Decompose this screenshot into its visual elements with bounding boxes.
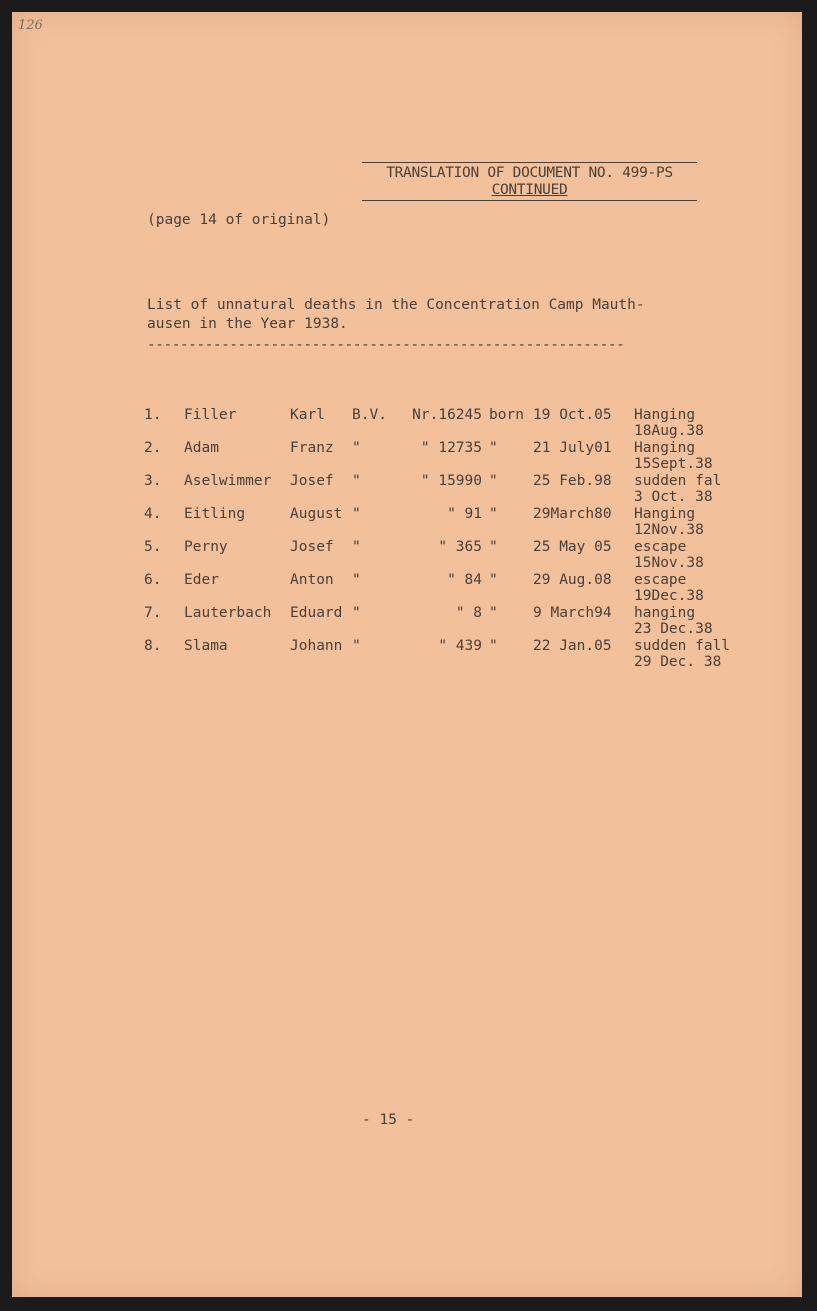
- original-page-note: (page 14 of original): [147, 212, 331, 228]
- prisoner-number: " 365: [438, 539, 482, 555]
- born-label: ": [489, 539, 498, 555]
- surname: Slama: [184, 638, 228, 654]
- born-label: ": [489, 506, 498, 522]
- title-line-1: List of unnatural deaths in the Concentration Camp Mauth-: [147, 297, 645, 313]
- death-date: 15Nov.38: [634, 555, 704, 571]
- given-name: August: [290, 506, 343, 522]
- cause-of-death: sudden fal: [634, 473, 722, 489]
- birth-date: 21 July01: [533, 440, 612, 456]
- surname: Lauterbach: [184, 605, 272, 621]
- born-label: born: [489, 407, 524, 423]
- heading-line-2: CONTINUED: [491, 182, 568, 198]
- born-label: ": [489, 638, 498, 654]
- prisoner-number: " 439: [438, 638, 482, 654]
- cause-of-death: escape: [634, 539, 687, 555]
- death-date: 23 Dec.38: [634, 621, 713, 637]
- row-number: 2.: [144, 440, 162, 456]
- death-date: 12Nov.38: [634, 522, 704, 538]
- death-date: 19Dec.38: [634, 588, 704, 604]
- given-name: Eduard: [290, 605, 343, 621]
- prisoner-group: ": [352, 473, 361, 489]
- birth-date: 9 March94: [533, 605, 612, 621]
- surname: Filler: [184, 407, 237, 423]
- list-row: [12, 539, 802, 572]
- prisoner-number: " 12735: [420, 440, 482, 456]
- given-name: Josef: [290, 473, 334, 489]
- cause-of-death: Hanging: [634, 407, 696, 423]
- born-label: ": [489, 605, 498, 621]
- prisoner-number: " 91: [447, 506, 482, 522]
- surname: Perny: [184, 539, 228, 555]
- surname: Eder: [184, 572, 219, 588]
- document-heading: [362, 162, 697, 201]
- birth-date: 19 Oct.05: [533, 407, 612, 423]
- surname: Eitling: [184, 506, 246, 522]
- prisoner-group: ": [352, 539, 361, 555]
- row-number: 1.: [144, 407, 162, 423]
- list-row: [12, 638, 802, 671]
- given-name: Josef: [290, 539, 334, 555]
- birth-date: 25 Feb.98: [533, 473, 612, 489]
- document-page: [12, 12, 802, 1297]
- prisoner-number: " 84: [447, 572, 482, 588]
- list-row: [12, 572, 802, 605]
- list-row: [12, 605, 802, 638]
- prisoner-number: " 15990: [420, 473, 482, 489]
- row-number: 5.: [144, 539, 162, 555]
- death-date: 29 Dec. 38: [634, 654, 722, 670]
- title-line-2: ausen in the Year 1938.: [147, 316, 348, 332]
- born-label: ": [489, 440, 498, 456]
- prisoner-group: B.V.: [352, 407, 387, 423]
- born-label: ": [489, 572, 498, 588]
- death-date: 3 Oct. 38: [634, 489, 713, 505]
- prisoner-number: Nr.16245: [412, 407, 482, 423]
- born-label: ": [489, 473, 498, 489]
- row-number: 3.: [144, 473, 162, 489]
- prisoner-number: " 8: [455, 605, 482, 621]
- surname: Aselwimmer: [184, 473, 272, 489]
- prisoner-group: ": [352, 605, 361, 621]
- list-row: [12, 473, 802, 506]
- list-row: [12, 440, 802, 473]
- cause-of-death: hanging: [634, 605, 696, 621]
- prisoner-group: ": [352, 572, 361, 588]
- birth-date: 29March80: [533, 506, 612, 522]
- death-date: 15Sept.38: [634, 456, 713, 472]
- given-name: Anton: [290, 572, 334, 588]
- cause-of-death: Hanging: [634, 440, 696, 456]
- death-date: 18Aug.38: [634, 423, 704, 439]
- row-number: 8.: [144, 638, 162, 654]
- heading-line-1: TRANSLATION OF DOCUMENT NO. 499-PS: [386, 165, 673, 181]
- cause-of-death: escape: [634, 572, 687, 588]
- prisoner-group: ": [352, 506, 361, 522]
- given-name: Karl: [290, 407, 325, 423]
- row-number: 4.: [144, 506, 162, 522]
- prisoner-group: ": [352, 638, 361, 654]
- given-name: Franz: [290, 440, 334, 456]
- cause-of-death: Hanging: [634, 506, 696, 522]
- list-row: [12, 407, 802, 440]
- dashed-rule: ----------------------------------------------------------: [147, 337, 625, 353]
- prisoner-group: ": [352, 440, 361, 456]
- row-number: 6.: [144, 572, 162, 588]
- handwritten-page-number: 126: [18, 18, 43, 33]
- cause-of-death: sudden fall: [634, 638, 731, 654]
- list-title: [147, 296, 727, 334]
- birth-date: 22 Jan.05: [533, 638, 612, 654]
- birth-date: 29 Aug.08: [533, 572, 612, 588]
- page-number: - 15 -: [362, 1112, 415, 1128]
- list-row: [12, 506, 802, 539]
- row-number: 7.: [144, 605, 162, 621]
- given-name: Johann: [290, 638, 343, 654]
- birth-date: 25 May 05: [533, 539, 612, 555]
- surname: Adam: [184, 440, 219, 456]
